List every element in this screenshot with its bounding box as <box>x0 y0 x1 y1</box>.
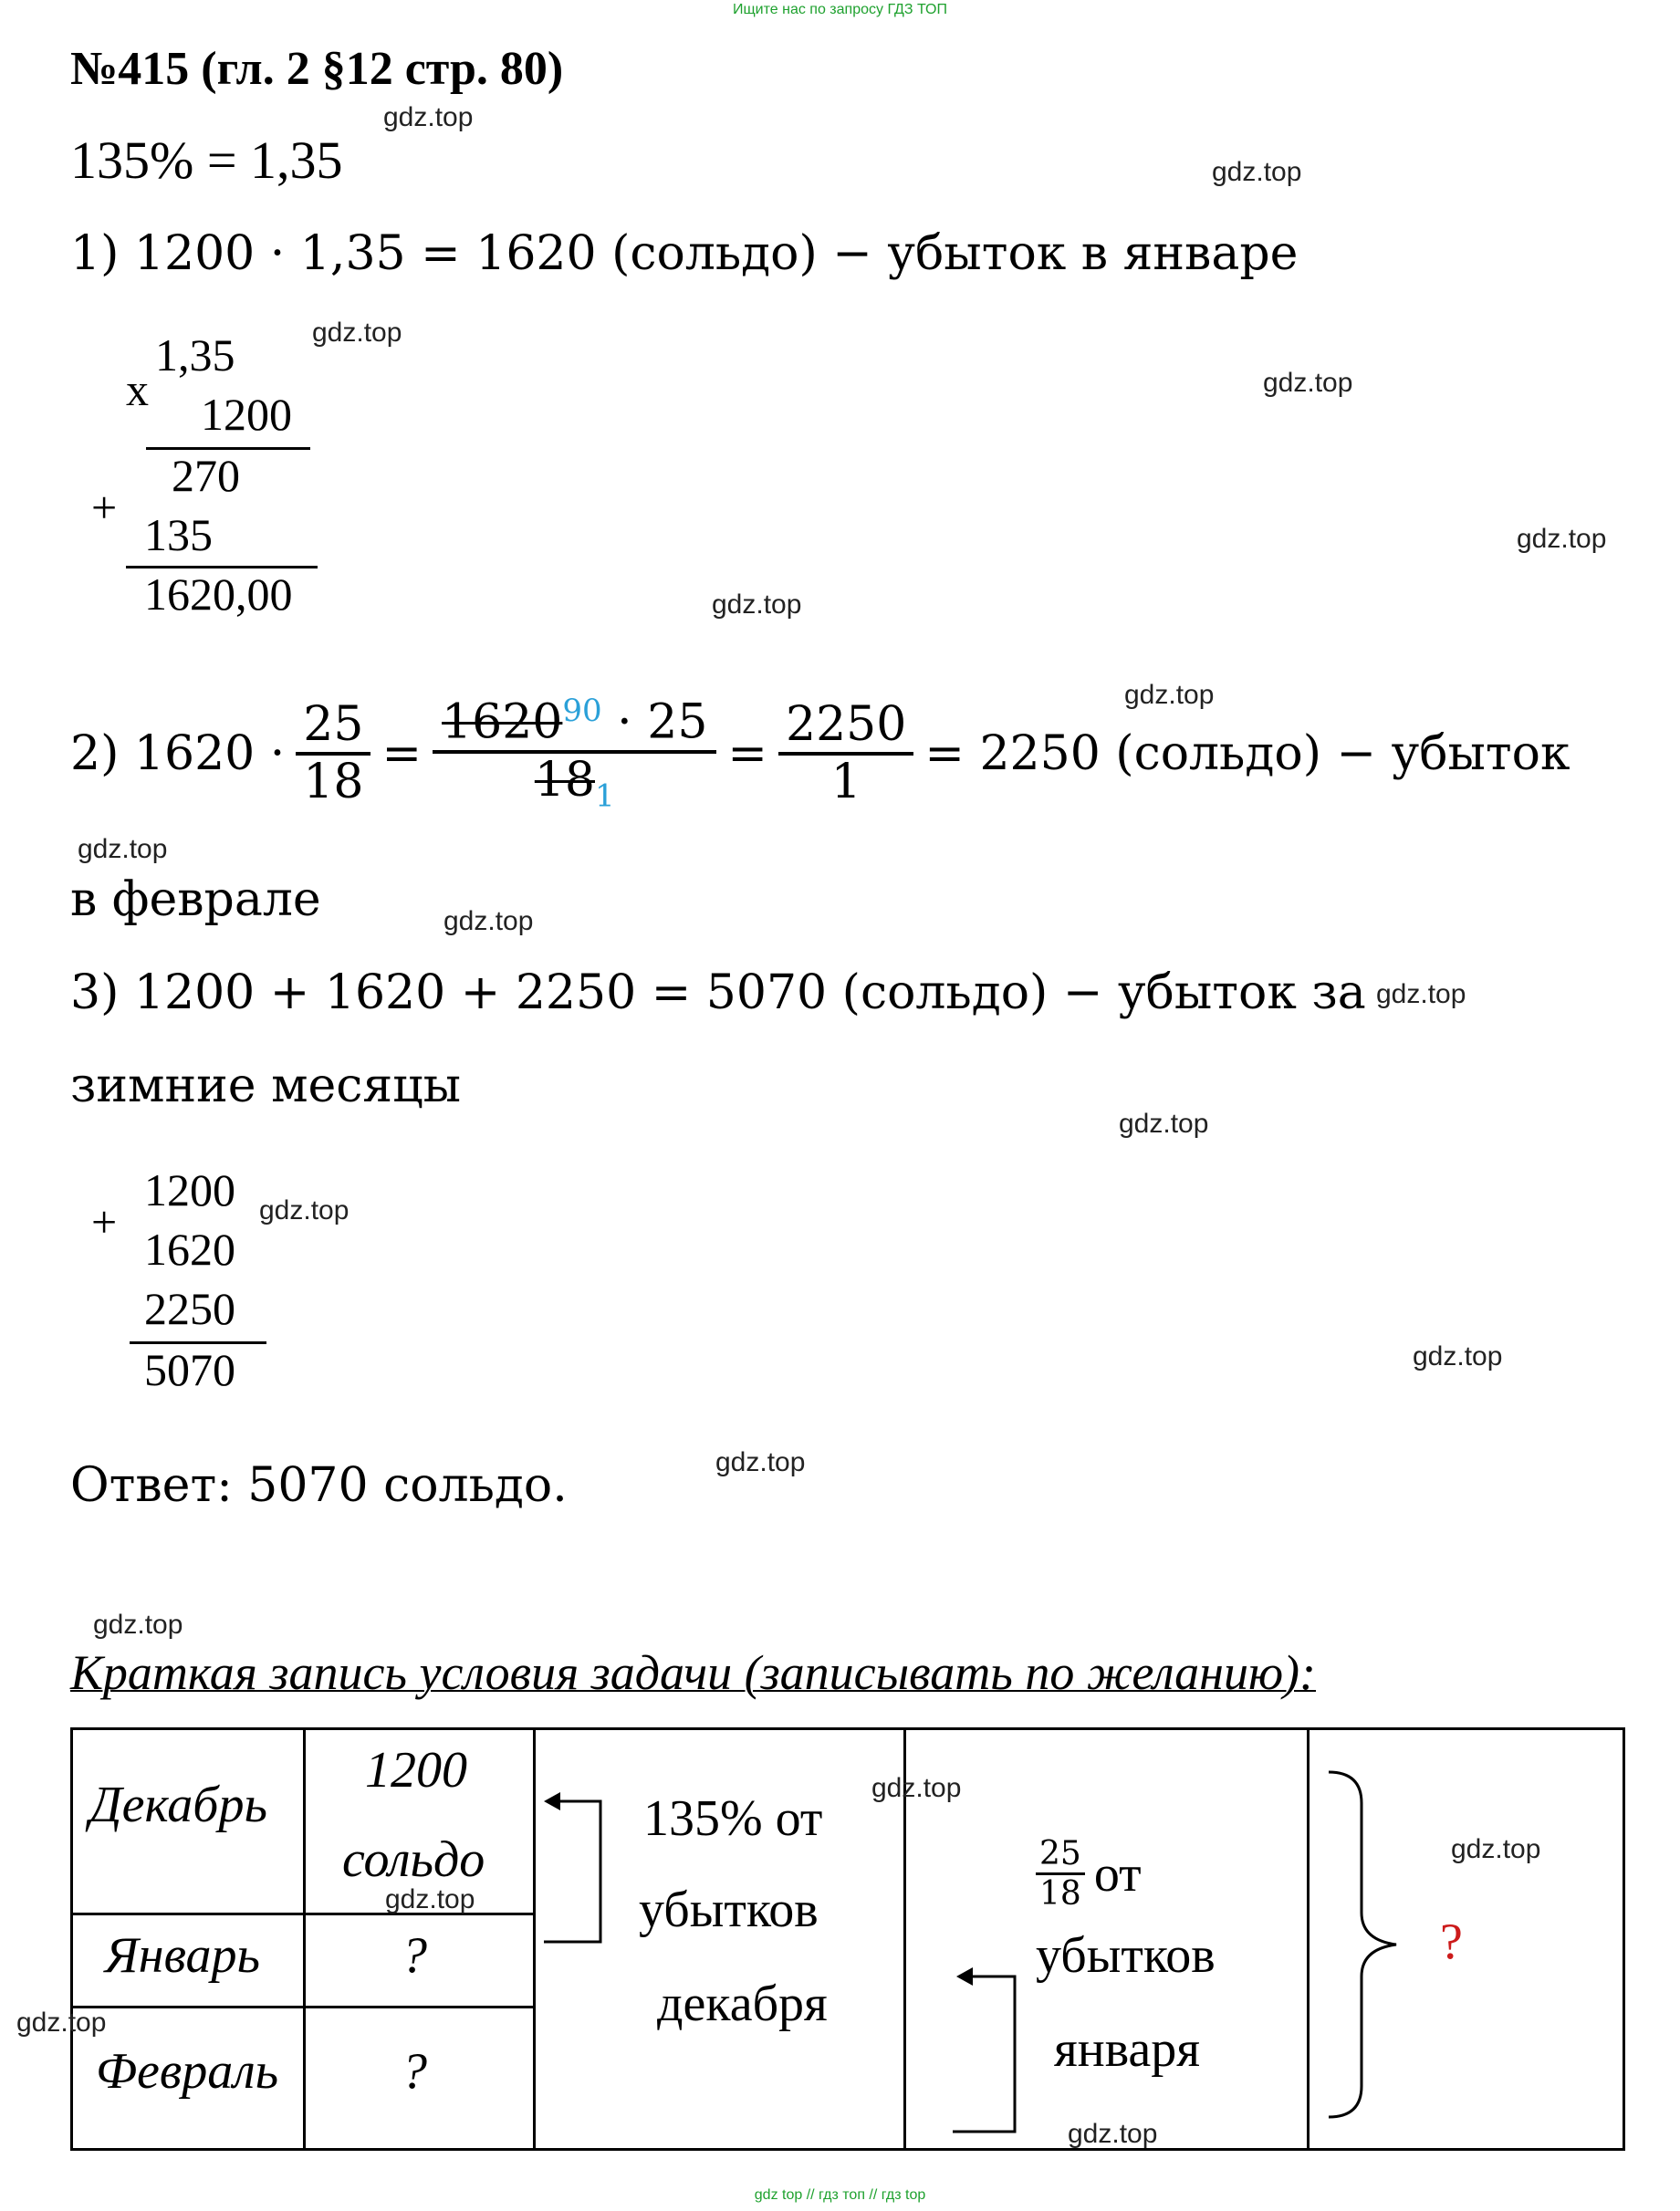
reduced-1: 1 <box>595 777 615 815</box>
watermark: gdz.top <box>871 1773 962 1803</box>
relation-2-line-3: января <box>1054 2021 1201 2078</box>
table-divider <box>73 2006 534 2008</box>
january-value: ? <box>402 1927 427 1984</box>
struck-18: 18 <box>534 753 595 808</box>
total-question: ? <box>1440 1914 1463 1970</box>
watermark: gdz.top <box>1124 680 1215 710</box>
watermark: gdz.top <box>259 1195 350 1225</box>
condition-table <box>70 1727 1625 2151</box>
watermark: gdz.top <box>16 2008 107 2038</box>
fraction-denominator: 1 <box>830 755 861 810</box>
relation-1-line-3: декабря <box>657 1976 828 2032</box>
fraction-25-18 <box>296 698 370 811</box>
fraction-2250-1 <box>778 698 913 811</box>
step-1: 1) 1200 · 1,35 = 1620 (сольдо) − убыток в январе <box>70 226 1299 281</box>
top-banner: Ищите нас по запросу ГДЗ ТОП <box>733 2 947 17</box>
add-sum: 5070 <box>144 1344 235 1395</box>
equals-sign: = <box>381 726 423 782</box>
brief-heading: Краткая запись условия задачи (записывать по желанию): <box>70 1645 1317 1700</box>
february-value: ? <box>402 2043 427 2100</box>
relation-2-from: от <box>1093 1845 1142 1903</box>
footer: gdz top // гдз топ // гдз top <box>754 2187 926 2203</box>
watermark: gdz.top <box>1212 157 1302 187</box>
add-term-a: 1200 <box>144 1164 235 1215</box>
watermark: gdz.top <box>1263 368 1353 398</box>
watermark: gdz.top <box>715 1447 806 1477</box>
mult-sign: x <box>126 364 149 415</box>
watermark: gdz.top <box>383 102 474 132</box>
watermark: gdz.top <box>78 834 168 864</box>
watermark: gdz.top <box>385 1884 475 1914</box>
total-brace <box>1323 1767 1424 2122</box>
reduced-90: 90 <box>562 693 602 729</box>
watermark: gdz.top <box>443 906 534 936</box>
watermark: gdz.top <box>712 589 802 620</box>
mult-plus: + <box>91 482 118 533</box>
fraction-25-18 <box>1036 1835 1085 1914</box>
watermark: gdz.top <box>93 1610 183 1640</box>
step-3-continuation: зимние месяцы <box>70 1059 462 1113</box>
equals-sign: = <box>727 726 767 782</box>
step-2-continuation: в феврале <box>70 872 321 927</box>
december-amount: 1200 <box>365 1742 467 1799</box>
fraction-reduced <box>433 694 716 815</box>
arrow-bracket-1 <box>538 1785 630 1967</box>
table-divider <box>1307 1730 1310 2148</box>
mult-partial-1: 270 <box>172 450 240 501</box>
step-2-prefix: 2) 1620 · <box>70 726 286 782</box>
relation-2-line-1 <box>1036 1835 1142 1914</box>
watermark: gdz.top <box>1376 979 1466 1009</box>
row-february: Февраль <box>96 2043 279 2100</box>
watermark: gdz.top <box>1517 524 1607 554</box>
fraction-numerator: 25 <box>1036 1835 1085 1875</box>
percent-conversion: 135% = 1,35 <box>70 130 343 190</box>
table-divider <box>533 1730 536 2148</box>
fraction-denominator <box>527 754 622 814</box>
relation-1-line-1: 135% от <box>643 1790 823 1847</box>
add-plus: + <box>91 1196 118 1247</box>
relation-1-line-2: убытков <box>639 1882 819 1938</box>
add-term-c: 2250 <box>144 1283 235 1334</box>
add-term-b: 1620 <box>144 1224 235 1275</box>
step-2-suffix: = 2250 (сольдо) − убыток <box>924 726 1570 782</box>
row-january: Январь <box>105 1927 260 1984</box>
fraction-numerator <box>433 694 716 754</box>
arrow-bracket-2 <box>949 1958 1022 2141</box>
watermark: gdz.top <box>1119 1109 1209 1139</box>
step-3: 3) 1200 + 1620 + 2250 = 5070 (сольдо) − убыток за <box>70 965 1366 1020</box>
problem-title: №415 (гл. 2 §12 стр. 80) <box>70 43 564 95</box>
answer: Ответ: 5070 сольдо. <box>70 1458 568 1513</box>
row-december: Декабрь <box>89 1777 267 1833</box>
mult-top: 1,35 <box>155 329 235 381</box>
watermark: gdz.top <box>312 318 402 348</box>
mult-partial-2: 135 <box>144 509 213 560</box>
mult-second: 1200 <box>201 389 292 440</box>
watermark: gdz.top <box>1451 1834 1541 1864</box>
fraction-numerator: 25 <box>296 698 370 756</box>
relation-2-line-2: убытков <box>1036 1927 1216 1984</box>
step-2 <box>70 694 1570 815</box>
december-unit: сольдо <box>342 1831 485 1888</box>
fraction-numerator: 2250 <box>778 698 913 756</box>
struck-1620: 1620 <box>442 694 563 750</box>
table-divider <box>303 1730 306 2148</box>
fraction-denominator: 18 <box>1039 1875 1081 1914</box>
mult-result: 1620,00 <box>144 568 293 620</box>
watermark: gdz.top <box>1413 1341 1503 1371</box>
watermark: gdz.top <box>1068 2119 1158 2149</box>
times-25: · 25 <box>601 694 708 750</box>
fraction-denominator: 18 <box>303 755 364 810</box>
